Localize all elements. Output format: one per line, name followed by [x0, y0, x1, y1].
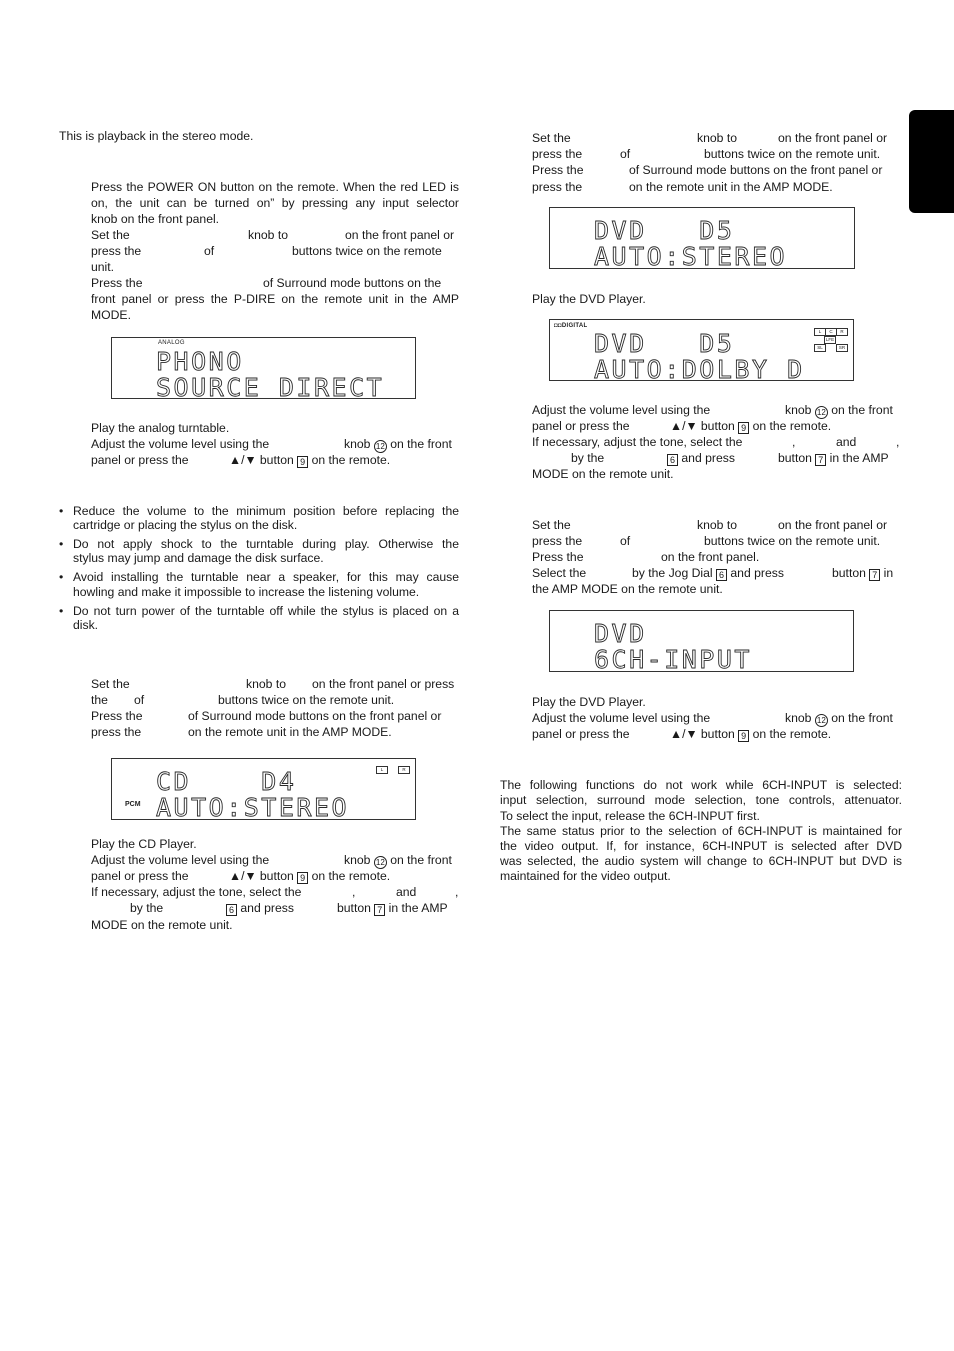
button-ref-icon: 7 [815, 454, 826, 466]
phono-display [111, 337, 416, 402]
display-line-1: PHONO [156, 347, 244, 376]
intro-text: This is playback in the stereo mode. [59, 129, 254, 143]
bullet-icon: • [59, 537, 64, 551]
six-channel-display [549, 610, 854, 672]
channel-l-indicator: L [814, 328, 826, 336]
dvd-display-stereo [549, 207, 855, 269]
pcm-indicator: PCM [125, 801, 141, 808]
bullet-icon: • [59, 504, 64, 518]
channel-r-indicator: R [836, 328, 848, 336]
channel-c-indicator: C [825, 328, 837, 336]
dolby-icon: ◘◘ [554, 323, 562, 329]
button-ref-icon: 7 [374, 904, 385, 916]
knob-ref-icon: 12 [374, 856, 387, 869]
channel-sr-indicator: SR [836, 344, 848, 352]
display-line-2: SOURCE DIRECT [156, 373, 385, 402]
display-line-2: AUTO:DOLBY D [594, 355, 805, 384]
note-line: input selection, surround mode selection, tone controls, attenuator. [500, 793, 902, 807]
channel-lfe-indicator: LFE [825, 337, 835, 342]
digital-indicator: ◘◘DIGITAL [554, 323, 588, 329]
analog-indicator: ANALOG [158, 340, 185, 346]
note-line: The same status prior to the selection of 6CH-INPUT is maintained for [500, 824, 902, 838]
channel-r-indicator: R [398, 766, 410, 774]
display-line-2: AUTO:STEREO [156, 793, 350, 822]
phono-step-1c: knob on the front panel. [91, 212, 220, 226]
note-line: the video output. If, for instance, 6CH-INPUT is selected after DVD [500, 839, 902, 853]
display-line-2: 6CH-INPUT [594, 645, 752, 674]
note-line: To select the input, release the 6CH-INPUT first. [500, 809, 760, 823]
button-ref-icon: 9 [738, 730, 749, 742]
button-ref-icon: 9 [297, 872, 308, 884]
knob-ref-icon: 12 [815, 406, 828, 419]
bullet-icon: • [59, 570, 64, 584]
cd-display [111, 758, 416, 820]
phono-step-1b: on, the unit can be turned on” by pressing any input selector [91, 196, 459, 210]
display-line-2: AUTO:STEREO [594, 242, 788, 271]
button-ref-icon: 7 [869, 569, 880, 581]
phono-step-1: Press the POWER ON button on the remote. When the red LED is [91, 180, 459, 194]
jog-dial-ref-icon: 6 [667, 454, 678, 466]
note-line: maintained for the video output. [500, 869, 671, 883]
display-line-1: DVD D5 [594, 329, 735, 358]
channel-l-indicator: L [376, 766, 388, 774]
note-line: The following functions do not work while 6CH-INPUT is selected: [500, 778, 902, 792]
channel-sl-indicator: SL [814, 344, 826, 352]
knob-ref-icon: 12 [815, 714, 828, 727]
jog-dial-ref-icon: 6 [226, 904, 237, 916]
note-line: was selected, the audio system will change to 6CH-INPUT but DVD is [500, 854, 902, 868]
button-ref-icon: 9 [297, 456, 308, 468]
display-line-1: DVD [594, 619, 647, 648]
display-line-1: CD D4 [156, 767, 297, 796]
knob-ref-icon: 12 [374, 440, 387, 453]
button-ref-icon: 9 [738, 422, 749, 434]
jog-dial-ref-icon: 6 [716, 569, 727, 581]
display-line-1: DVD D5 [594, 216, 735, 245]
language-tab [909, 110, 954, 213]
bullet-icon: • [59, 604, 64, 618]
dvd-display-dolby [549, 319, 854, 384]
